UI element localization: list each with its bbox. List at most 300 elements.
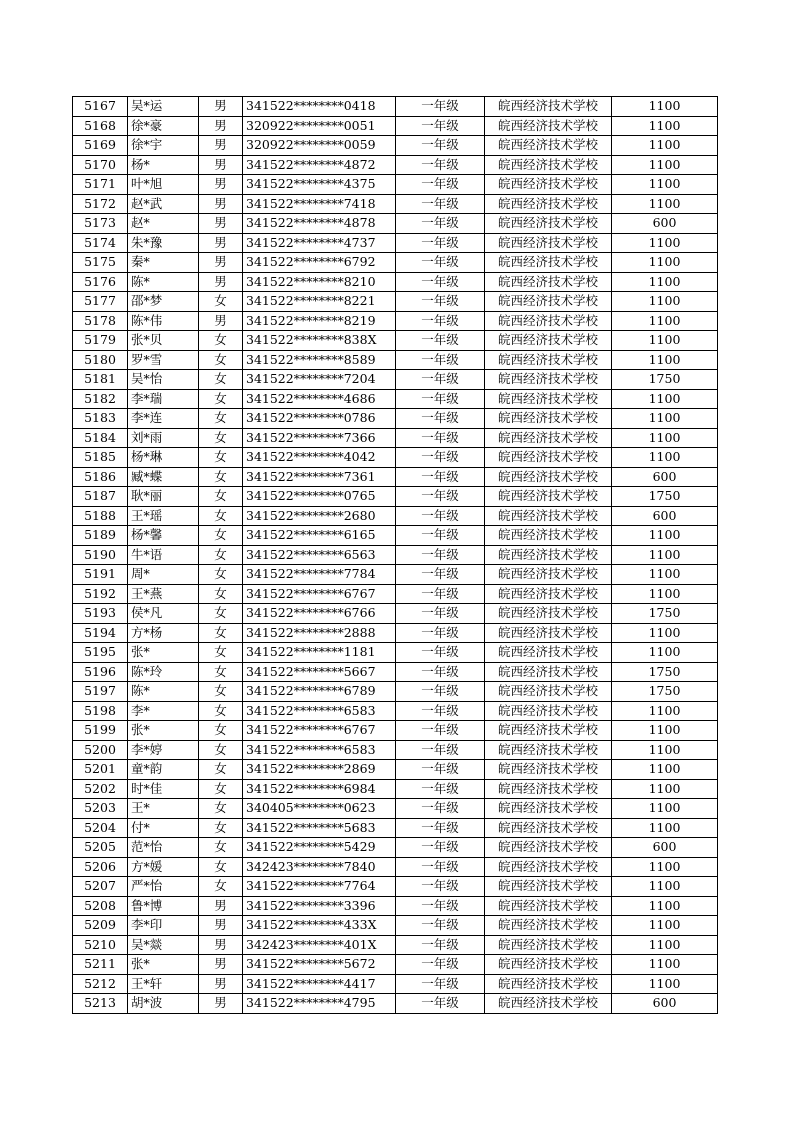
id-number-cell: 341522********2888 — [243, 623, 396, 643]
row-number-cell: 5182 — [73, 389, 128, 409]
gender-cell: 女 — [199, 526, 243, 546]
school-cell: 皖西经济技术学校 — [485, 643, 612, 663]
student-name-cell: 陈* — [128, 272, 199, 292]
gender-cell: 女 — [199, 584, 243, 604]
amount-cell: 1100 — [612, 623, 718, 643]
table-row — [73, 565, 718, 585]
amount-cell: 1100 — [612, 253, 718, 273]
id-number-cell: 341522********2869 — [243, 760, 396, 780]
school-cell: 皖西经济技术学校 — [485, 682, 612, 702]
table-body — [73, 97, 718, 1014]
school-cell: 皖西经济技术学校 — [485, 428, 612, 448]
row-number-cell: 5197 — [73, 682, 128, 702]
grade-cell: 一年级 — [396, 643, 485, 663]
amount-cell: 600 — [612, 214, 718, 234]
id-number-cell: 341522********0786 — [243, 409, 396, 429]
id-number-cell: 341522********6583 — [243, 701, 396, 721]
table-row — [73, 994, 718, 1014]
amount-cell: 1100 — [612, 877, 718, 897]
grade-cell: 一年级 — [396, 194, 485, 214]
row-number-cell: 5198 — [73, 701, 128, 721]
amount-cell: 1100 — [612, 428, 718, 448]
row-number-cell: 5195 — [73, 643, 128, 663]
school-cell: 皖西经济技术学校 — [485, 136, 612, 156]
table-row — [73, 682, 718, 702]
student-name-cell: 胡*波 — [128, 994, 199, 1014]
amount-cell: 1750 — [612, 682, 718, 702]
gender-cell: 男 — [199, 896, 243, 916]
school-cell: 皖西经济技术学校 — [485, 760, 612, 780]
id-number-cell: 341522********7361 — [243, 467, 396, 487]
grade-cell: 一年级 — [396, 740, 485, 760]
student-name-cell: 邵*梦 — [128, 292, 199, 312]
table-row — [73, 331, 718, 351]
row-number-cell: 5177 — [73, 292, 128, 312]
student-name-cell: 李*婷 — [128, 740, 199, 760]
table-row — [73, 740, 718, 760]
student-name-cell: 吴*怡 — [128, 370, 199, 390]
gender-cell: 男 — [199, 253, 243, 273]
student-name-cell: 张* — [128, 643, 199, 663]
row-number-cell: 5194 — [73, 623, 128, 643]
school-cell: 皖西经济技术学校 — [485, 916, 612, 936]
id-number-cell: 341522********3396 — [243, 896, 396, 916]
row-number-cell: 5204 — [73, 818, 128, 838]
gender-cell: 女 — [199, 682, 243, 702]
school-cell: 皖西经济技术学校 — [485, 565, 612, 585]
student-name-cell: 徐*豪 — [128, 116, 199, 136]
gender-cell: 男 — [199, 955, 243, 975]
school-cell: 皖西经济技术学校 — [485, 350, 612, 370]
amount-cell: 1750 — [612, 662, 718, 682]
gender-cell: 男 — [199, 935, 243, 955]
student-name-cell: 叶*旭 — [128, 175, 199, 195]
student-name-cell: 范*怡 — [128, 838, 199, 858]
amount-cell: 600 — [612, 467, 718, 487]
school-cell: 皖西经济技术学校 — [485, 370, 612, 390]
grade-cell: 一年级 — [396, 935, 485, 955]
row-number-cell: 5200 — [73, 740, 128, 760]
id-number-cell: 341522********7366 — [243, 428, 396, 448]
amount-cell: 1100 — [612, 545, 718, 565]
student-name-cell: 方*杨 — [128, 623, 199, 643]
amount-cell: 1100 — [612, 292, 718, 312]
row-number-cell: 5180 — [73, 350, 128, 370]
gender-cell: 女 — [199, 604, 243, 624]
amount-cell: 1100 — [612, 799, 718, 819]
student-name-cell: 吴*运 — [128, 97, 199, 117]
student-name-cell: 陈*玲 — [128, 662, 199, 682]
id-number-cell: 340405********0623 — [243, 799, 396, 819]
table-row — [73, 136, 718, 156]
amount-cell: 1100 — [612, 721, 718, 741]
school-cell: 皖西经济技术学校 — [485, 740, 612, 760]
amount-cell: 1100 — [612, 155, 718, 175]
row-number-cell: 5209 — [73, 916, 128, 936]
gender-cell: 女 — [199, 877, 243, 897]
row-number-cell: 5201 — [73, 760, 128, 780]
gender-cell: 女 — [199, 623, 243, 643]
gender-cell: 女 — [199, 467, 243, 487]
table-row — [73, 974, 718, 994]
grade-cell: 一年级 — [396, 506, 485, 526]
school-cell: 皖西经济技术学校 — [485, 97, 612, 117]
grade-cell: 一年级 — [396, 760, 485, 780]
grade-cell: 一年级 — [396, 487, 485, 507]
grade-cell: 一年级 — [396, 409, 485, 429]
table-row — [73, 350, 718, 370]
table-row — [73, 838, 718, 858]
gender-cell: 女 — [199, 662, 243, 682]
id-number-cell: 341522********6766 — [243, 604, 396, 624]
amount-cell: 1750 — [612, 487, 718, 507]
amount-cell: 1100 — [612, 409, 718, 429]
grade-cell: 一年级 — [396, 955, 485, 975]
school-cell: 皖西经济技术学校 — [485, 487, 612, 507]
gender-cell: 男 — [199, 97, 243, 117]
school-cell: 皖西经济技术学校 — [485, 526, 612, 546]
grade-cell: 一年级 — [396, 896, 485, 916]
row-number-cell: 5191 — [73, 565, 128, 585]
id-number-cell: 341522********7204 — [243, 370, 396, 390]
id-number-cell: 341522********6789 — [243, 682, 396, 702]
grade-cell: 一年级 — [396, 857, 485, 877]
student-name-cell: 李* — [128, 701, 199, 721]
school-cell: 皖西经济技术学校 — [485, 467, 612, 487]
school-cell: 皖西经济技术学校 — [485, 175, 612, 195]
row-number-cell: 5199 — [73, 721, 128, 741]
amount-cell: 1100 — [612, 272, 718, 292]
gender-cell: 女 — [199, 779, 243, 799]
id-number-cell: 342423********401X — [243, 935, 396, 955]
amount-cell: 1100 — [612, 233, 718, 253]
gender-cell: 女 — [199, 350, 243, 370]
table-row — [73, 272, 718, 292]
student-name-cell: 严*怡 — [128, 877, 199, 897]
student-name-cell: 李*印 — [128, 916, 199, 936]
table-row — [73, 506, 718, 526]
row-number-cell: 5184 — [73, 428, 128, 448]
amount-cell: 1100 — [612, 916, 718, 936]
table-row — [73, 896, 718, 916]
amount-cell: 1100 — [612, 175, 718, 195]
table-row — [73, 799, 718, 819]
amount-cell: 1100 — [612, 448, 718, 468]
row-number-cell: 5181 — [73, 370, 128, 390]
amount-cell: 1750 — [612, 370, 718, 390]
id-number-cell: 341522********7764 — [243, 877, 396, 897]
gender-cell: 女 — [199, 799, 243, 819]
grade-cell: 一年级 — [396, 370, 485, 390]
table-row — [73, 233, 718, 253]
amount-cell: 600 — [612, 838, 718, 858]
grade-cell: 一年级 — [396, 136, 485, 156]
table-row — [73, 292, 718, 312]
school-cell: 皖西经济技术学校 — [485, 409, 612, 429]
grade-cell: 一年级 — [396, 292, 485, 312]
student-name-cell: 朱*豫 — [128, 233, 199, 253]
student-name-cell: 李*瑞 — [128, 389, 199, 409]
row-number-cell: 5192 — [73, 584, 128, 604]
grade-cell: 一年级 — [396, 331, 485, 351]
row-number-cell: 5207 — [73, 877, 128, 897]
amount-cell: 1100 — [612, 701, 718, 721]
amount-cell: 1100 — [612, 818, 718, 838]
grade-cell: 一年级 — [396, 253, 485, 273]
table-row — [73, 584, 718, 604]
table-row — [73, 409, 718, 429]
row-number-cell: 5175 — [73, 253, 128, 273]
row-number-cell: 5212 — [73, 974, 128, 994]
amount-cell: 1100 — [612, 116, 718, 136]
student-name-cell: 王*轩 — [128, 974, 199, 994]
row-number-cell: 5189 — [73, 526, 128, 546]
gender-cell: 女 — [199, 818, 243, 838]
table-row — [73, 448, 718, 468]
amount-cell: 1100 — [612, 136, 718, 156]
student-name-cell: 鲁*博 — [128, 896, 199, 916]
school-cell: 皖西经济技术学校 — [485, 994, 612, 1014]
gender-cell: 男 — [199, 994, 243, 1014]
gender-cell: 女 — [199, 857, 243, 877]
id-number-cell: 341522********5667 — [243, 662, 396, 682]
school-cell: 皖西经济技术学校 — [485, 116, 612, 136]
grade-cell: 一年级 — [396, 818, 485, 838]
grade-cell: 一年级 — [396, 311, 485, 331]
gender-cell: 女 — [199, 506, 243, 526]
grade-cell: 一年级 — [396, 916, 485, 936]
id-number-cell: 341522********2680 — [243, 506, 396, 526]
row-number-cell: 5202 — [73, 779, 128, 799]
row-number-cell: 5167 — [73, 97, 128, 117]
grade-cell: 一年级 — [396, 701, 485, 721]
table-row — [73, 955, 718, 975]
table-row — [73, 487, 718, 507]
id-number-cell: 341522********4872 — [243, 155, 396, 175]
student-name-cell: 牛*语 — [128, 545, 199, 565]
grade-cell: 一年级 — [396, 428, 485, 448]
student-name-cell: 赵*武 — [128, 194, 199, 214]
table-row — [73, 623, 718, 643]
student-name-cell: 童*韵 — [128, 760, 199, 780]
student-name-cell: 杨* — [128, 155, 199, 175]
student-name-cell: 时*佳 — [128, 779, 199, 799]
grade-cell: 一年级 — [396, 974, 485, 994]
student-name-cell: 吴*燚 — [128, 935, 199, 955]
gender-cell: 女 — [199, 370, 243, 390]
id-number-cell: 341522********8210 — [243, 272, 396, 292]
id-number-cell: 341522********6767 — [243, 584, 396, 604]
id-number-cell: 341522********5683 — [243, 818, 396, 838]
row-number-cell: 5169 — [73, 136, 128, 156]
school-cell: 皖西经济技术学校 — [485, 214, 612, 234]
school-cell: 皖西经济技术学校 — [485, 857, 612, 877]
student-name-cell: 杨*琳 — [128, 448, 199, 468]
id-number-cell: 341522********6583 — [243, 740, 396, 760]
id-number-cell: 342423********7840 — [243, 857, 396, 877]
id-number-cell: 341522********0765 — [243, 487, 396, 507]
table-row — [73, 370, 718, 390]
student-name-cell: 罗*雪 — [128, 350, 199, 370]
row-number-cell: 5205 — [73, 838, 128, 858]
id-number-cell: 341522********4878 — [243, 214, 396, 234]
grade-cell: 一年级 — [396, 116, 485, 136]
row-number-cell: 5196 — [73, 662, 128, 682]
gender-cell: 女 — [199, 428, 243, 448]
grade-cell: 一年级 — [396, 389, 485, 409]
school-cell: 皖西经济技术学校 — [485, 935, 612, 955]
row-number-cell: 5203 — [73, 799, 128, 819]
school-cell: 皖西经济技术学校 — [485, 233, 612, 253]
student-name-cell: 侯*凡 — [128, 604, 199, 624]
table-row — [73, 467, 718, 487]
school-cell: 皖西经济技术学校 — [485, 506, 612, 526]
id-number-cell: 341522********8219 — [243, 311, 396, 331]
row-number-cell: 5174 — [73, 233, 128, 253]
table-row — [73, 701, 718, 721]
id-number-cell: 341522********5672 — [243, 955, 396, 975]
table-row — [73, 526, 718, 546]
student-name-cell: 陈* — [128, 682, 199, 702]
amount-cell: 1100 — [612, 97, 718, 117]
school-cell: 皖西经济技术学校 — [485, 272, 612, 292]
row-number-cell: 5179 — [73, 331, 128, 351]
amount-cell: 1100 — [612, 896, 718, 916]
row-number-cell: 5187 — [73, 487, 128, 507]
row-number-cell: 5213 — [73, 994, 128, 1014]
gender-cell: 男 — [199, 272, 243, 292]
school-cell: 皖西经济技术学校 — [485, 877, 612, 897]
school-cell: 皖西经济技术学校 — [485, 662, 612, 682]
grade-cell: 一年级 — [396, 97, 485, 117]
id-number-cell: 341522********6792 — [243, 253, 396, 273]
school-cell: 皖西经济技术学校 — [485, 331, 612, 351]
student-name-cell: 杨*馨 — [128, 526, 199, 546]
table-row — [73, 662, 718, 682]
table-row — [73, 214, 718, 234]
id-number-cell: 341522********8589 — [243, 350, 396, 370]
table-row — [73, 97, 718, 117]
grade-cell: 一年级 — [396, 526, 485, 546]
amount-cell: 1750 — [612, 604, 718, 624]
grade-cell: 一年级 — [396, 623, 485, 643]
table-row — [73, 194, 718, 214]
student-name-cell: 秦* — [128, 253, 199, 273]
student-name-cell: 王*瑶 — [128, 506, 199, 526]
grade-cell: 一年级 — [396, 565, 485, 585]
row-number-cell: 5193 — [73, 604, 128, 624]
grade-cell: 一年级 — [396, 545, 485, 565]
id-number-cell: 341522********4795 — [243, 994, 396, 1014]
grade-cell: 一年级 — [396, 175, 485, 195]
id-number-cell: 341522********4737 — [243, 233, 396, 253]
grade-cell: 一年级 — [396, 214, 485, 234]
gender-cell: 女 — [199, 838, 243, 858]
id-number-cell: 341522********7784 — [243, 565, 396, 585]
school-cell: 皖西经济技术学校 — [485, 584, 612, 604]
grade-cell: 一年级 — [396, 779, 485, 799]
grade-cell: 一年级 — [396, 155, 485, 175]
table-row — [73, 857, 718, 877]
grade-cell: 一年级 — [396, 272, 485, 292]
school-cell: 皖西经济技术学校 — [485, 292, 612, 312]
gender-cell: 女 — [199, 565, 243, 585]
table-row — [73, 545, 718, 565]
table-row — [73, 721, 718, 741]
row-number-cell: 5190 — [73, 545, 128, 565]
gender-cell: 女 — [199, 292, 243, 312]
row-number-cell: 5186 — [73, 467, 128, 487]
gender-cell: 男 — [199, 116, 243, 136]
row-number-cell: 5170 — [73, 155, 128, 175]
gender-cell: 女 — [199, 545, 243, 565]
gender-cell: 男 — [199, 155, 243, 175]
school-cell: 皖西经济技术学校 — [485, 799, 612, 819]
school-cell: 皖西经济技术学校 — [485, 779, 612, 799]
gender-cell: 男 — [199, 233, 243, 253]
gender-cell: 女 — [199, 643, 243, 663]
student-name-cell: 赵* — [128, 214, 199, 234]
table-row — [73, 643, 718, 663]
grade-cell: 一年级 — [396, 877, 485, 897]
id-number-cell: 341522********4375 — [243, 175, 396, 195]
row-number-cell: 5206 — [73, 857, 128, 877]
school-cell: 皖西经济技术学校 — [485, 604, 612, 624]
table-row — [73, 116, 718, 136]
student-name-cell: 付* — [128, 818, 199, 838]
gender-cell: 男 — [199, 311, 243, 331]
table-row — [73, 916, 718, 936]
grade-cell: 一年级 — [396, 448, 485, 468]
row-number-cell: 5210 — [73, 935, 128, 955]
id-number-cell: 341522********838X — [243, 331, 396, 351]
school-cell: 皖西经济技术学校 — [485, 311, 612, 331]
amount-cell: 1100 — [612, 331, 718, 351]
id-number-cell: 341522********7418 — [243, 194, 396, 214]
gender-cell: 男 — [199, 214, 243, 234]
gender-cell: 女 — [199, 721, 243, 741]
gender-cell: 女 — [199, 760, 243, 780]
id-number-cell: 341522********4417 — [243, 974, 396, 994]
amount-cell: 1100 — [612, 760, 718, 780]
school-cell: 皖西经济技术学校 — [485, 623, 612, 643]
amount-cell: 1100 — [612, 857, 718, 877]
table-row — [73, 779, 718, 799]
school-cell: 皖西经济技术学校 — [485, 448, 612, 468]
gender-cell: 男 — [199, 974, 243, 994]
id-number-cell: 341522********433X — [243, 916, 396, 936]
school-cell: 皖西经济技术学校 — [485, 721, 612, 741]
student-name-cell: 方*媛 — [128, 857, 199, 877]
table-row — [73, 175, 718, 195]
student-name-cell: 王* — [128, 799, 199, 819]
grade-cell: 一年级 — [396, 467, 485, 487]
school-cell: 皖西经济技术学校 — [485, 974, 612, 994]
gender-cell: 男 — [199, 916, 243, 936]
row-number-cell: 5171 — [73, 175, 128, 195]
amount-cell: 1100 — [612, 389, 718, 409]
row-number-cell: 5211 — [73, 955, 128, 975]
gender-cell: 女 — [199, 487, 243, 507]
grade-cell: 一年级 — [396, 721, 485, 741]
table-row — [73, 253, 718, 273]
id-number-cell: 341522********6563 — [243, 545, 396, 565]
gender-cell: 女 — [199, 331, 243, 351]
gender-cell: 女 — [199, 389, 243, 409]
student-name-cell: 张* — [128, 955, 199, 975]
student-name-cell: 李*连 — [128, 409, 199, 429]
id-number-cell: 320922********0051 — [243, 116, 396, 136]
